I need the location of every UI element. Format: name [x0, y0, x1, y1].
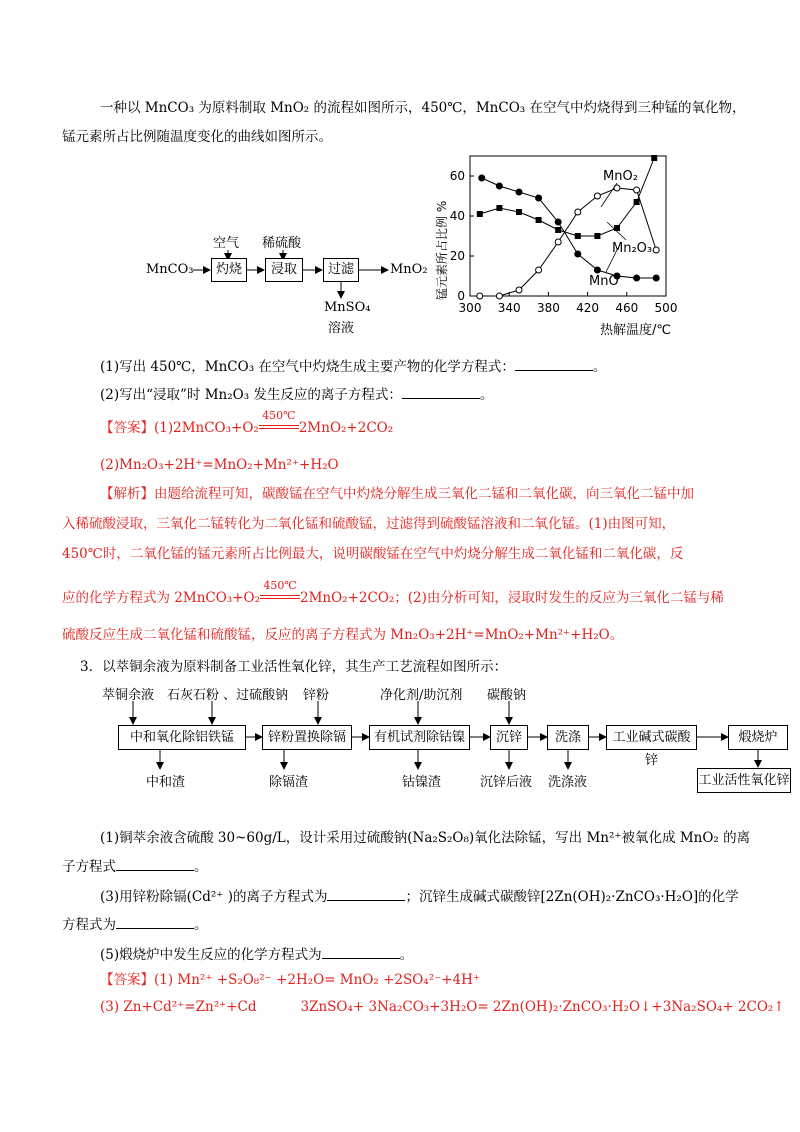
question-1-end: 。 — [592, 359, 607, 375]
flow1-box-leach: 浸取 — [265, 258, 303, 282]
x-tick-label: 460 — [615, 301, 639, 315]
question-2-text: (2)写出“浸取”时 Mn₂O₃ 发生反应的离子方程式： — [100, 387, 402, 403]
analysis-line-2: 入稀硫酸浸取，三氧化二锰转化为二氧化锰和硫酸锰，过滤得到硫酸锰溶液和二氧化锰。(1)由图可知， — [62, 516, 676, 532]
question-3-title: 3．以萃铜余液为原料制备工业活性氧化锌，其生产工艺流程如图所示： — [80, 659, 508, 675]
flow1-box-burn: 灼烧 — [211, 258, 247, 282]
q3-part3-left: (3)用锌粉除镉(Cd²⁺ )的离子方程式为 — [100, 889, 328, 905]
flow2-box-basic-zinc-carbonate: 工业碱式碳酸锌 — [606, 725, 697, 750]
analysis-tag: 【解析】 — [100, 486, 154, 502]
y-tick-label: 60 — [449, 169, 465, 183]
answer-1-right: 2MnO₂+2CO₂ — [298, 420, 394, 436]
condition-text: 450℃ — [262, 409, 296, 422]
flow2-output-cadmium-slag: 除镉渣 — [269, 775, 309, 790]
flow2-input-zinc-powder: 锌粉 — [303, 688, 330, 703]
q3-part1-text: 子方程式 — [62, 859, 116, 875]
q3-part1-end: 。 — [194, 859, 208, 875]
y-tick-label: 0 — [457, 289, 465, 303]
flow2-input-limestone: 石灰石粉 、过硫酸钠 — [167, 688, 289, 703]
flow1-output: MnO₂ — [390, 262, 428, 277]
flow2-input-raffinate: 萃铜余液 — [102, 688, 155, 703]
flow2-box-zinc-oxide: 工业活性氧化锌 — [697, 768, 791, 793]
x-tick-label: 500 — [654, 301, 678, 315]
q3-part5-line — [100, 944, 413, 965]
q3-answer-3a: (3) Zn+Cd²⁺=Zn²⁺+Cd — [100, 999, 257, 1015]
flow1-byproduct-2: 溶液 — [328, 321, 355, 336]
flow1-input-air: 空气 — [213, 236, 240, 251]
flow2-box-cobalt-nickel: 有机试剂除钴镍 — [369, 725, 470, 750]
answer-tag: 【答案】 — [100, 420, 154, 436]
y-tick-label: 20 — [449, 249, 465, 263]
q3-answer-line1 — [100, 970, 480, 990]
intro-line-1: 一种以 MnCO₃ 为原料制取 MnO₂ 的流程如图所示，450℃，MnCO₃ 在空气中灼烧得到三种锰的氧化物， — [100, 100, 746, 116]
flow2-output-wash-liquor: 洗涤液 — [548, 775, 588, 790]
flow2-output-zinc-liquor: 沉锌后液 — [480, 775, 533, 790]
flow2-output-neutral-slag: 中和渣 — [146, 775, 186, 790]
chart-ylabel: 锰元素所占比例 % — [435, 200, 449, 300]
flow1-input-acid: 稀硫酸 — [262, 236, 302, 251]
flow2-box-furnace: 煅烧炉 — [728, 725, 788, 750]
flow2-box-cadmium: 锌粉置换除镉 — [262, 725, 352, 750]
flow1-box-filter: 过滤 — [323, 258, 359, 282]
q3-part3-right: ；沉锌生成碱式碳酸锌[2Zn(OH)₂·ZnCO₃·H₂O]的化学 — [405, 889, 739, 905]
q3-part3-line1 — [100, 886, 739, 907]
flow2-input-sodium-carbonate: 碳酸钠 — [487, 688, 527, 703]
flow2-box-wash: 洗涤 — [547, 725, 589, 750]
x-tick-label: 300 — [458, 301, 482, 315]
annotation-mn2o3: Mn₂O₃ — [612, 241, 653, 256]
q3-part3-line2 — [62, 914, 208, 935]
answer-blank-5[interactable] — [116, 914, 194, 929]
q3-part1-line2 — [62, 856, 208, 877]
intro-line-2: 锰元素所占比例随温度变化的曲线如图所示。 — [62, 129, 332, 145]
q3-part1-line1: (1)铜萃余液含硫酸 30~60g/L，设计采用过硫酸钠(Na₂S₂O₈)氧化法除锰，写出 Mn²⁺被氧化成 MnO₂ 的离 — [100, 830, 751, 846]
answer-blank-6[interactable] — [322, 944, 400, 959]
question-2-end: 。 — [479, 387, 494, 403]
y-tick-label: 40 — [449, 209, 465, 223]
x-tick-label: 340 — [497, 301, 521, 315]
flow1-byproduct: MnSO₄ — [324, 300, 371, 315]
annotation-mno2: MnO₂ — [603, 169, 638, 184]
flow2-box-precipitate: 沉锌 — [490, 725, 528, 750]
analysis-condition-text: 450℃ — [263, 579, 297, 592]
chart-xlabel: 热解温度/℃ — [600, 323, 671, 338]
analysis-4-right: 2MnO₂+2CO₂；(2)由分析可知，浸取时发生的反应为三氧化二锰与稀 — [300, 590, 724, 606]
analysis-4-left: 应的化学方程式为 2MnCO₃+O₂ — [62, 590, 260, 606]
answer-2-line: (2)Mn₂O₃+2H⁺=MnO₂+Mn²⁺+H₂O — [100, 457, 339, 473]
flow1-start: MnCO₃ — [146, 262, 194, 277]
flow2-box-neutralize: 中和氧化除铝铁锰 — [118, 725, 246, 750]
q3-answer-line2 — [100, 997, 785, 1017]
x-tick-label: 420 — [576, 301, 600, 315]
analysis-line-5: 硫酸反应生成二氧化锰和硫酸锰，反应的离子方程式为 Mn₂O₃+2H⁺=MnO₂+Mn²⁺+H₂O。 — [62, 627, 624, 643]
flow2-input-purifier: 净化剂/助沉剂 — [380, 688, 463, 703]
q3-answer-1: (1) Mn²⁺ +S₂O₈²⁻ +2H₂O= MnO₂ +2SO₄²⁻+4H⁺ — [154, 972, 481, 988]
x-tick-label: 380 — [536, 301, 560, 315]
answer-blank-3[interactable] — [116, 856, 194, 871]
q3-answer-3b: 3ZnSO₄+ 3Na₂CO₃+3H₂O= 2Zn(OH)₂·ZnCO₃·H₂O↓+3Na₂SO₄+ 2CO₂↑ — [300, 999, 785, 1015]
analysis-line-3: 450℃时，二氧化锰的锰元素所占比例最大，说明碳酸锰在空气中灼烧分解生成二氧化锰和二氧化碳，反 — [62, 546, 684, 562]
analysis-text-1: 由题给流程可知，碳酸锰在空气中灼烧分解生成三氧化二锰和二氧化碳，向三氧化二锰中加 — [154, 486, 694, 502]
q3-part5-end: 。 — [399, 947, 414, 963]
q3-answer-tag: 【答案】 — [100, 972, 154, 988]
flow2-output-cobalt-slag: 钴镍渣 — [402, 775, 442, 790]
q3-part3b-end: 。 — [194, 917, 208, 933]
question-1-text: (1)写出 450℃，MnCO₃ 在空气中灼烧生成主要产物的化学方程式： — [100, 359, 515, 375]
answer-1-left: (1)2MnCO₃+O₂ — [154, 420, 259, 436]
annotation-mno: MnO — [589, 274, 619, 289]
answer-blank-4[interactable] — [327, 886, 405, 901]
q3-part5-text: (5)煅烧炉中发生反应的化学方程式为 — [100, 947, 322, 963]
q3-part3b-text: 方程式为 — [62, 917, 116, 933]
